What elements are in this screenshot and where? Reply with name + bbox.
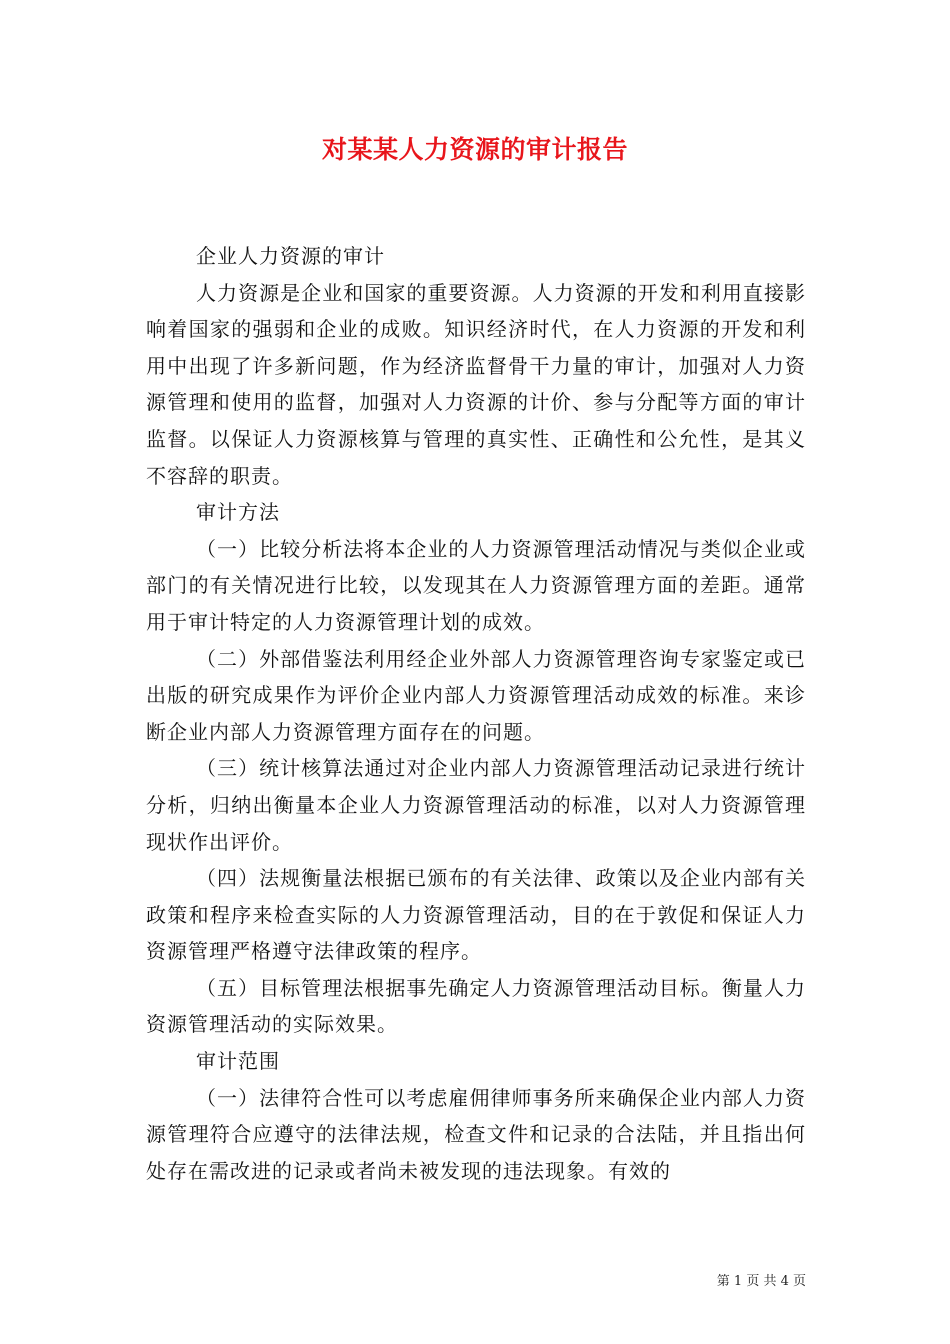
section-heading-audit-methods: 审计方法 bbox=[196, 500, 280, 525]
section-heading-audit-scope: 审计范围 bbox=[196, 1049, 280, 1074]
paragraph-method-4: （四）法规衡量法根据已颁布的有关法律、政策以及企业内部有关政策和程序来检查实际的人力资源管理活动，目的在于敦促和保证人力资源管理严格遵守法律政策的程序。 bbox=[146, 866, 806, 964]
page-number-footer: 第 1 页 共 4 页 bbox=[716, 1274, 806, 1289]
paragraph-method-3: （三）统计核算法通过对企业内部人力资源管理活动记录进行统计分析，归纳出衡量本企业人力资源管理活动的标准，以对人力资源管理现状作出评价。 bbox=[146, 756, 806, 854]
paragraph-method-1: （一）比较分析法将本企业的人力资源管理活动情况与类似企业或部门的有关情况进行比较，以发现其在人力资源管理方面的差距。通常用于审计特定的人力资源管理计划的成效。 bbox=[146, 536, 806, 634]
section-heading-enterprise-hr-audit: 企业人力资源的审计 bbox=[196, 244, 385, 268]
document-body bbox=[146, 238, 806, 1189]
paragraph-intro: 人力资源是企业和国家的重要资源。人力资源的开发和利用直接影响着国家的强弱和企业的成败。知识经济时代，在人力资源的开发和利用中出现了许多新问题，作为经济监督骨干力量的审计，加强对人力资源管理和使用的监督，加强对人力资源的计价、参与分配等方面的审计监督。以保证人力资源核算与管理的真实性、正确性和公允性，是其义不容辞的职责。 bbox=[146, 280, 806, 488]
paragraph-method-2: （二）外部借鉴法利用经企业外部人力资源管理咨询专家鉴定或已出版的研究成果作为评价企业内部人力资源管理活动成效的标准。来诊断企业内部人力资源管理方面存在的问题。 bbox=[146, 646, 806, 744]
paragraph-method-5: （五）目标管理法根据事先确定人力资源管理活动目标。衡量人力资源管理活动的实际效果。 bbox=[146, 975, 806, 1037]
document-title: 对某某人力资源的审计报告 bbox=[321, 135, 628, 164]
paragraph-scope-1: （一）法律符合性可以考虑雇佣律师事务所来确保企业内部人力资源管理符合应遵守的法律法规，检查文件和记录的合法陆，并且指出何处存在需改进的记录或者尚未被发现的违法现象。有效的 bbox=[146, 1085, 806, 1183]
